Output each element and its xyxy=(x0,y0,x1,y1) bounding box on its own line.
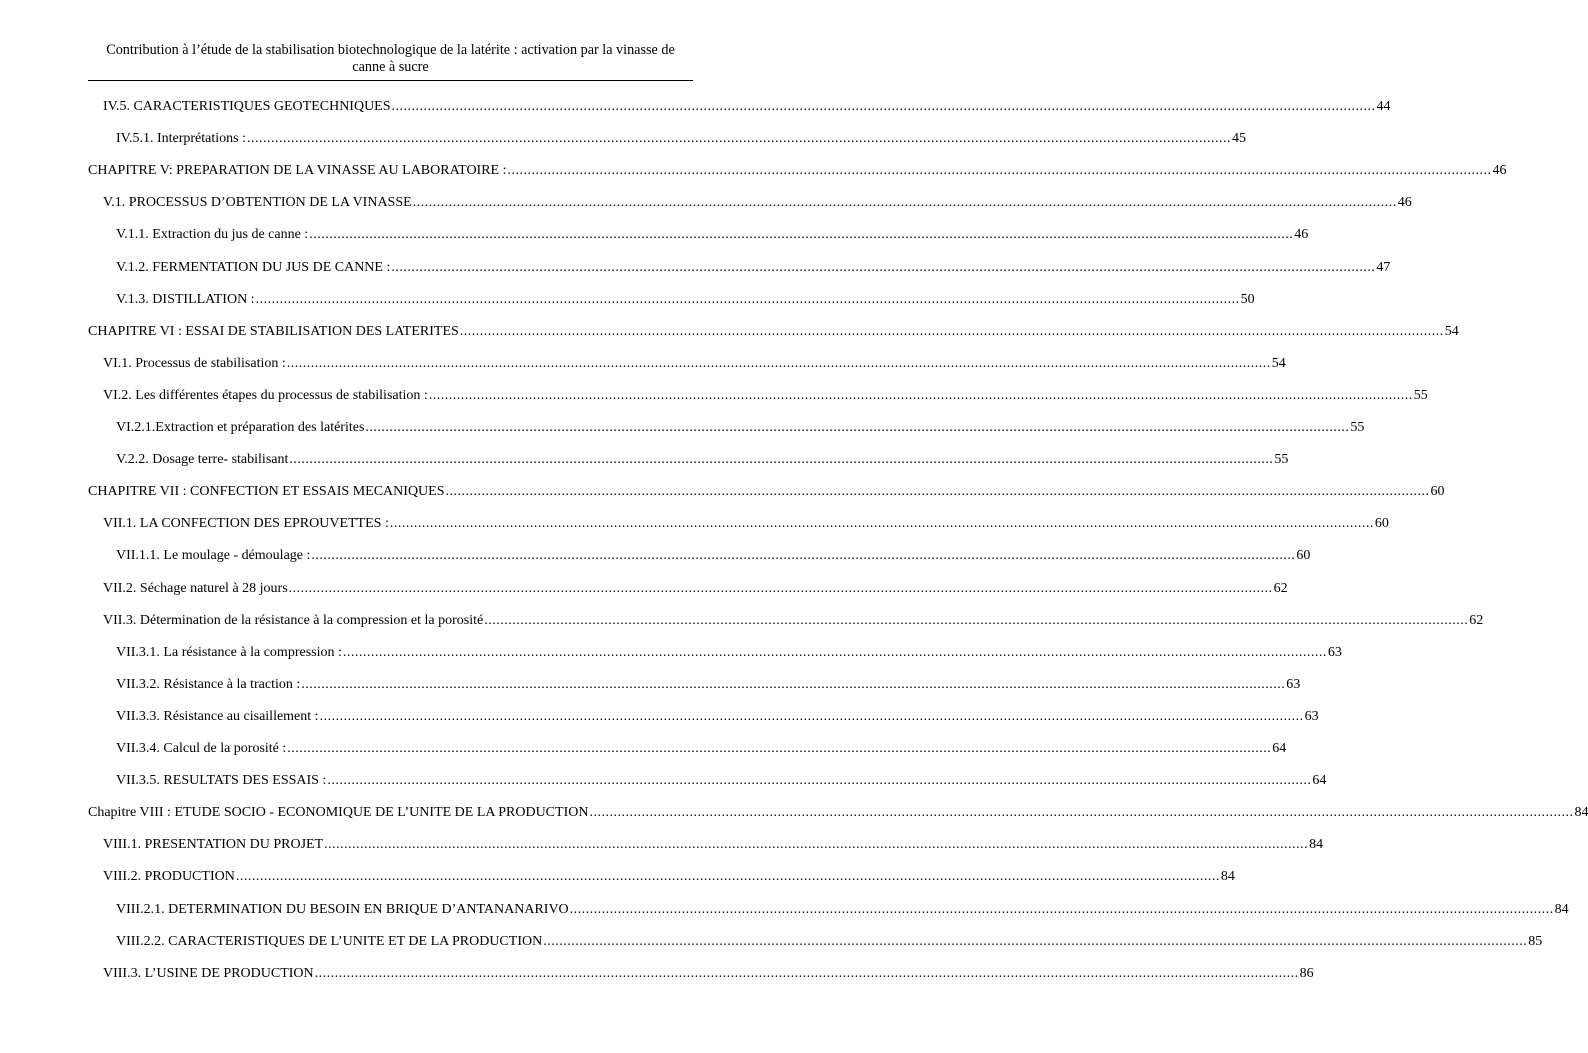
toc-entry-title: VI.2. Les différentes étapes du processus de stabilisation : xyxy=(103,387,428,403)
toc-entry[interactable] xyxy=(116,258,1391,278)
toc-entry-page-number: 46 xyxy=(1492,163,1507,179)
toc-entry-title: VIII.2. PRODUCTION xyxy=(103,869,235,885)
toc-entry-page-number: 45 xyxy=(1232,131,1246,147)
dot-leader xyxy=(570,900,1554,920)
dot-leader xyxy=(256,290,1240,310)
dot-leader xyxy=(327,771,1311,791)
toc-entry-page-number: 62 xyxy=(1469,612,1484,628)
toc-entry-title: CHAPITRE VI : ESSAI DE STABILISATION DES LATERITES xyxy=(88,323,459,339)
toc-entry[interactable] xyxy=(116,900,1569,920)
toc-entry[interactable] xyxy=(116,771,1327,791)
dot-leader xyxy=(289,579,1273,599)
dot-leader xyxy=(236,867,1220,887)
header-divider xyxy=(88,80,693,81)
toc-entry[interactable] xyxy=(103,193,1412,213)
dot-leader xyxy=(287,739,1271,759)
toc-entry[interactable] xyxy=(103,97,1391,117)
dot-leader xyxy=(287,354,1271,374)
toc-entry[interactable] xyxy=(116,450,1289,470)
toc-entry[interactable] xyxy=(103,354,1286,374)
dot-leader xyxy=(446,482,1430,502)
toc-entry-page-number: 46 xyxy=(1397,195,1412,211)
toc-entry-page-number: 54 xyxy=(1271,355,1286,371)
toc-entry-page-number: 55 xyxy=(1350,420,1365,435)
toc-entry-title: IV.5.1. Interprétations : xyxy=(116,131,246,147)
toc-entry[interactable] xyxy=(103,867,1235,887)
toc-entry-title: V.1.2. FERMENTATION DU JUS DE CANNE : xyxy=(116,259,391,275)
toc-entry-title: VII.1.1. Le moulage - démoulage : xyxy=(116,548,311,564)
toc-entry-page-number: 85 xyxy=(1528,933,1543,949)
toc-entry[interactable] xyxy=(116,418,1365,438)
dot-leader xyxy=(289,450,1273,470)
toc-entry-title: V.1.1. Extraction du jus de canne : xyxy=(116,227,309,243)
toc-entry[interactable] xyxy=(103,579,1288,599)
toc-entry-title: VI.2.1.Extraction et préparation des latérites xyxy=(116,420,365,435)
dot-leader xyxy=(320,707,1304,727)
dot-leader xyxy=(508,161,1492,181)
toc-entry-page-number: 63 xyxy=(1304,708,1319,724)
toc-entry-page-number: 60 xyxy=(1430,484,1445,500)
toc-entry[interactable] xyxy=(116,643,1342,663)
toc-entry[interactable] xyxy=(88,161,1507,181)
dot-leader xyxy=(460,322,1444,342)
toc-entry-title: VII.3.1. La résistance à la compression : xyxy=(116,644,342,660)
toc-entry-page-number: 64 xyxy=(1272,741,1287,756)
toc-entry[interactable] xyxy=(103,964,1314,984)
dot-leader xyxy=(343,643,1327,663)
toc-entry-title: V.1. PROCESSUS D’OBTENTION DE LA VINASSE xyxy=(103,195,412,211)
dot-leader xyxy=(413,193,1397,213)
header-line-2: canne à sucre xyxy=(352,59,429,75)
toc-entry-page-number: 44 xyxy=(1376,99,1391,114)
toc-entry-title: VIII.1. PRESENTATION DU PROJET xyxy=(103,837,324,853)
dot-leader xyxy=(484,611,1468,631)
toc-entry[interactable] xyxy=(88,322,1459,342)
toc-entry-page-number: 60 xyxy=(1296,548,1311,564)
dot-leader xyxy=(543,932,1527,952)
toc-entry-title: CHAPITRE V: PREPARATION DE LA VINASSE AU LABORATOIRE : xyxy=(88,163,507,179)
toc-entry-page-number: 63 xyxy=(1327,644,1342,660)
toc-entry-page-number: 50 xyxy=(1240,291,1255,307)
toc-entry-page-number: 55 xyxy=(1413,387,1428,403)
toc-entry-title: VII.3. Détermination de la résistance à la compression et la porosité xyxy=(103,612,484,628)
toc-entry-page-number: 55 xyxy=(1274,452,1289,468)
dot-leader xyxy=(589,803,1573,823)
toc-entry-title: V.1.3. DISTILLATION : xyxy=(116,291,255,307)
toc-entry-title: VII.1. LA CONFECTION DES EPROUVETTES : xyxy=(103,516,389,532)
header-line-1: Contribution à l’étude de la stabilisation biotechnologique de la latérite : activation par la vinasse de xyxy=(106,42,675,58)
dot-leader xyxy=(301,675,1285,695)
toc-entry-title: IV.5. CARACTERISTIQUES GEOTECHNIQUES xyxy=(103,99,391,114)
toc-entry[interactable] xyxy=(116,225,1309,245)
toc-entry-page-number: 47 xyxy=(1376,259,1391,275)
dot-leader xyxy=(311,546,1295,566)
toc-entry-title: VIII.2.1. DETERMINATION DU BESOIN EN BRIQUE D’ANTANANARIVO xyxy=(116,901,569,917)
dot-leader xyxy=(429,386,1413,406)
toc-entry[interactable] xyxy=(116,129,1246,149)
toc-entry[interactable] xyxy=(116,675,1301,695)
toc-entry-title: VII.3.2. Résistance à la traction : xyxy=(116,676,301,692)
toc-entry-title: VII.3.3. Résistance au cisaillement : xyxy=(116,708,319,724)
toc-entry-title: V.2.2. Dosage terre- stabilisant xyxy=(116,452,289,468)
dot-leader xyxy=(247,129,1231,149)
toc-entry[interactable] xyxy=(116,739,1287,759)
dot-leader xyxy=(315,964,1299,984)
toc-entry-page-number: 63 xyxy=(1286,676,1301,692)
toc-entry-title: VII.3.4. Calcul de la porosité : xyxy=(116,741,287,756)
toc-entry[interactable] xyxy=(103,611,1484,631)
toc-entry-title: VI.1. Processus de stabilisation : xyxy=(103,355,286,371)
toc-entry[interactable] xyxy=(116,932,1543,952)
toc-entry-page-number: 86 xyxy=(1299,965,1314,981)
toc-entry-title: VIII.2.2. CARACTERISTIQUES DE L’UNITE ET DE LA PRODUCTION xyxy=(116,933,543,949)
toc-entry-page-number: 62 xyxy=(1273,580,1288,596)
toc-entry-page-number: 84 xyxy=(1220,869,1235,885)
dot-leader xyxy=(365,418,1349,438)
toc-entry-page-number: 84 xyxy=(1574,805,1588,821)
toc-entry-page-number: 84 xyxy=(1309,837,1324,853)
toc-entry-page-number: 60 xyxy=(1374,516,1389,532)
toc-entry[interactable] xyxy=(103,514,1389,534)
toc-entry-title: VIII.3. L’USINE DE PRODUCTION xyxy=(103,965,314,981)
toc-entry-page-number: 54 xyxy=(1444,323,1459,339)
dot-leader xyxy=(390,514,1374,534)
toc-entry[interactable] xyxy=(103,835,1324,855)
toc-entry-title: VII.2. Séchage naturel à 28 jours xyxy=(103,580,288,596)
toc-entry-title: VII.3.5. RESULTATS DES ESSAIS : xyxy=(116,773,327,789)
dot-leader xyxy=(391,258,1375,278)
toc-entry-title: Chapitre VIII : ETUDE SOCIO - ECONOMIQUE DE L’UNITE DE LA PRODUCTION xyxy=(88,805,589,821)
dot-leader xyxy=(324,835,1308,855)
toc-entry[interactable] xyxy=(116,546,1311,566)
toc-entry-page-number: 84 xyxy=(1554,901,1569,917)
toc-entry-page-number: 46 xyxy=(1294,227,1309,243)
dot-leader xyxy=(309,225,1293,245)
running-header xyxy=(88,42,693,76)
toc-entry[interactable] xyxy=(116,707,1319,727)
toc-entry-page-number: 64 xyxy=(1312,773,1327,789)
toc-entry[interactable] xyxy=(116,290,1255,310)
dot-leader xyxy=(392,97,1376,117)
toc-entry-title: CHAPITRE VII : CONFECTION ET ESSAIS MECANIQUES xyxy=(88,484,445,500)
toc-entry[interactable] xyxy=(103,386,1428,406)
toc-entry[interactable] xyxy=(88,482,1445,502)
toc-entry[interactable] xyxy=(88,803,1588,823)
